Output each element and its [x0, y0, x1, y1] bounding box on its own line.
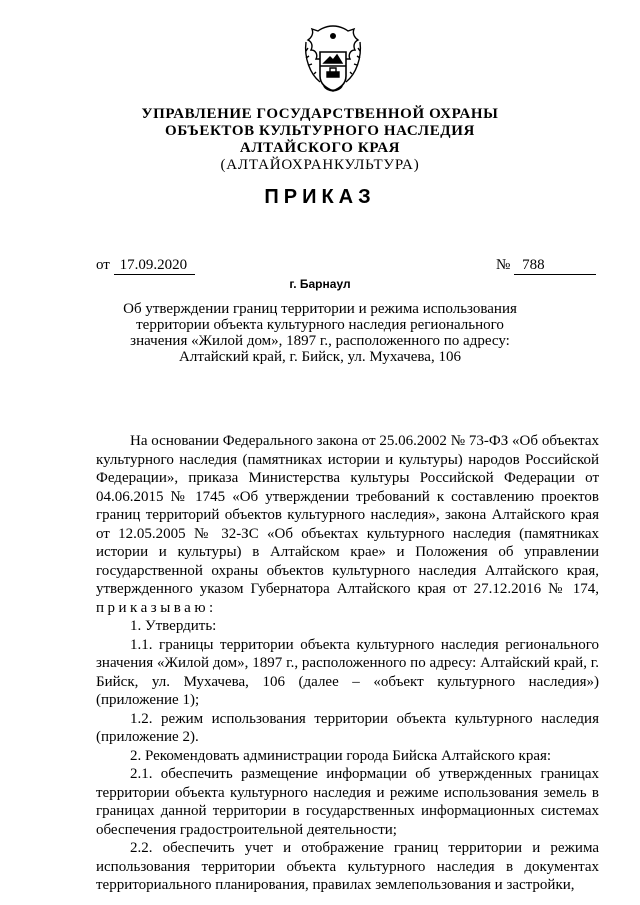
body-paragraph-3: 1.1. границы территории объекта культурного наследия регионального значения «Жилой дом», 1897 г., расположенного по адресу: Алтайский край, г. Бийск, ул. Мухачева, 106 (далее – «объект культурного наследия») (приложение 1); — [96, 636, 599, 708]
document-type-title: ПРИКАЗ — [264, 186, 376, 208]
number-line — [496, 257, 596, 275]
header-abbreviation: (АЛТАЙОХРАНКУЛЬТУРА) — [220, 157, 420, 173]
number-prefix: № — [496, 257, 511, 273]
city-label: г. Барнаул — [289, 277, 351, 291]
document-subject: Об утверждении границ территории и режима использования территории объекта культурного наследия регионального значения «Жилой дом», 1897 г., расположенного по адресу: Алтайский край, г. Бийск, ул. Мухачева, 106 — [123, 301, 517, 365]
header-line-2: ОБЪЕКТОВ КУЛЬТУРНОГО НАСЛЕДИЯ — [165, 123, 475, 139]
organization-header — [0, 106, 640, 174]
paragraph-text: На основании Федерального закона от 25.06.2002 № 73-ФЗ «Об объектах культурного наследия (памятниках истории и культуры) народов Российской Федерации», приказа Министерства культуры Российской Федерации от 04.06.2015 № 1745 «Об утверждении требований к составлению проектов границ территорий объектов культурного наследия», закона Алтайского края от 12.05.2005 № 32-ЗС «Об объектах культурного наследия (памятниках истории и культуры) в Алтайском крае» и Положения об управлении государственной охраны объектов культурного наследия Алтайского края, утвержденного указом Губернатора Алтайского края от 27.12.2016 № 174, — [96, 433, 599, 597]
body-paragraph-6: 2.1. обеспечить размещение информации об утвержденных границах территории объекта культурного наследия и режиме использования земель в границах данной территории в государственных информационных системах обеспечения градостроительной деятельности; — [96, 766, 599, 838]
document-body — [96, 432, 599, 895]
body-paragraph-7: 2.2. обеспечить учет и отображение границ территории и режима использования территории объекта культурного наследия в документах территориального планирования, правилах землепользования и застройки, — [96, 840, 599, 893]
order-action-word: приказываю: — [96, 599, 217, 616]
body-paragraph-4: 1.2. режим использования территории объекта культурного наследия (приложение 2). — [96, 710, 599, 745]
date-line — [96, 257, 195, 275]
body-paragraph-2: 1. Утвердить: — [130, 618, 217, 634]
header-line-1: УПРАВЛЕНИЕ ГОСУДАРСТВЕННОЙ ОХРАНЫ — [141, 106, 499, 122]
body-paragraph-1 — [96, 432, 599, 617]
document-date: 17.09.2020 — [114, 257, 196, 275]
coat-of-arms-emblem — [302, 22, 364, 96]
header-line-3: АЛТАЙСКОГО КРАЯ — [239, 140, 401, 156]
body-paragraph-5: 2. Рекомендовать администрации города Бийска Алтайского края: — [130, 747, 552, 764]
date-prefix: от — [96, 257, 110, 273]
document-number: 788 — [514, 257, 596, 275]
